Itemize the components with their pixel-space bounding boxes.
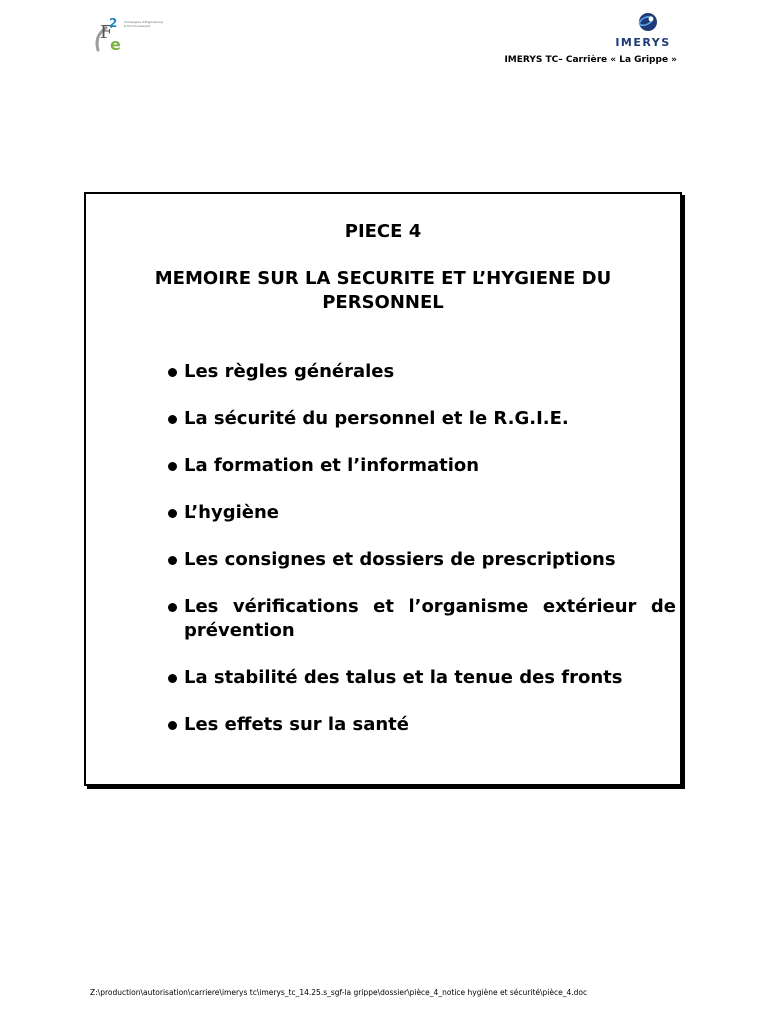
- bullet-icon: [168, 603, 177, 612]
- list-item: [168, 713, 676, 737]
- list-item-label: La formation et l’information: [184, 455, 480, 476]
- list-item-label: Les consignes et dossiers de prescriptions: [184, 549, 616, 570]
- cover-frame: [84, 192, 682, 786]
- file-path-footer: Z:\production\autorisation\carriere\imerys tc\imerys_tc_14.25.s_sgf-la grippe\dossier\pièce_4_notice hygiène et sécurité\pièce_4.doc: [90, 988, 588, 997]
- list-item: [168, 360, 676, 384]
- f2e-logo: [92, 12, 172, 56]
- svg-text:2: 2: [109, 16, 118, 30]
- bullet-icon: [168, 509, 177, 518]
- bullet-icon: [168, 721, 177, 730]
- contents-list: [168, 360, 676, 760]
- list-item: [168, 548, 676, 572]
- list-item-label: L’hygiène: [184, 502, 280, 523]
- piece-title: PIECE 4: [344, 221, 422, 242]
- list-item-label: Les règles générales: [184, 361, 395, 382]
- list-item: [168, 407, 676, 431]
- bullet-icon: [168, 462, 177, 471]
- document-reference: IMERYS TC– Carrière « La Grippe »: [504, 55, 677, 65]
- f2e-logo-tagline-line2: & Environnement: [124, 24, 151, 28]
- f2e-logo-tagline-line1: Compagnie d'Engineering: [124, 20, 163, 24]
- svg-text:IMERYS: IMERYS: [615, 36, 671, 49]
- list-item: [168, 454, 676, 478]
- bullet-icon: [168, 674, 177, 683]
- list-item-label: Les effets sur la santé: [184, 714, 409, 735]
- imerys-logo: [608, 10, 678, 50]
- list-item: [168, 666, 676, 690]
- bullet-icon: [168, 556, 177, 565]
- list-item: [168, 501, 676, 525]
- list-item-label: La stabilité des talus et la tenue des fronts: [184, 667, 623, 688]
- list-item: [168, 595, 676, 643]
- bullet-icon: [168, 368, 177, 377]
- bullet-icon: [168, 415, 177, 424]
- list-item-label: Les vérifications et l’organisme extérieur de prévention: [184, 596, 676, 641]
- memoire-title: MEMOIRE SUR LA SECURITE ET L’HYGIENE DU PERSONNEL: [154, 268, 612, 313]
- list-item-label: La sécurité du personnel et le R.G.I.E.: [184, 408, 569, 429]
- svg-text:e: e: [110, 35, 121, 54]
- svg-text:F: F: [100, 22, 113, 43]
